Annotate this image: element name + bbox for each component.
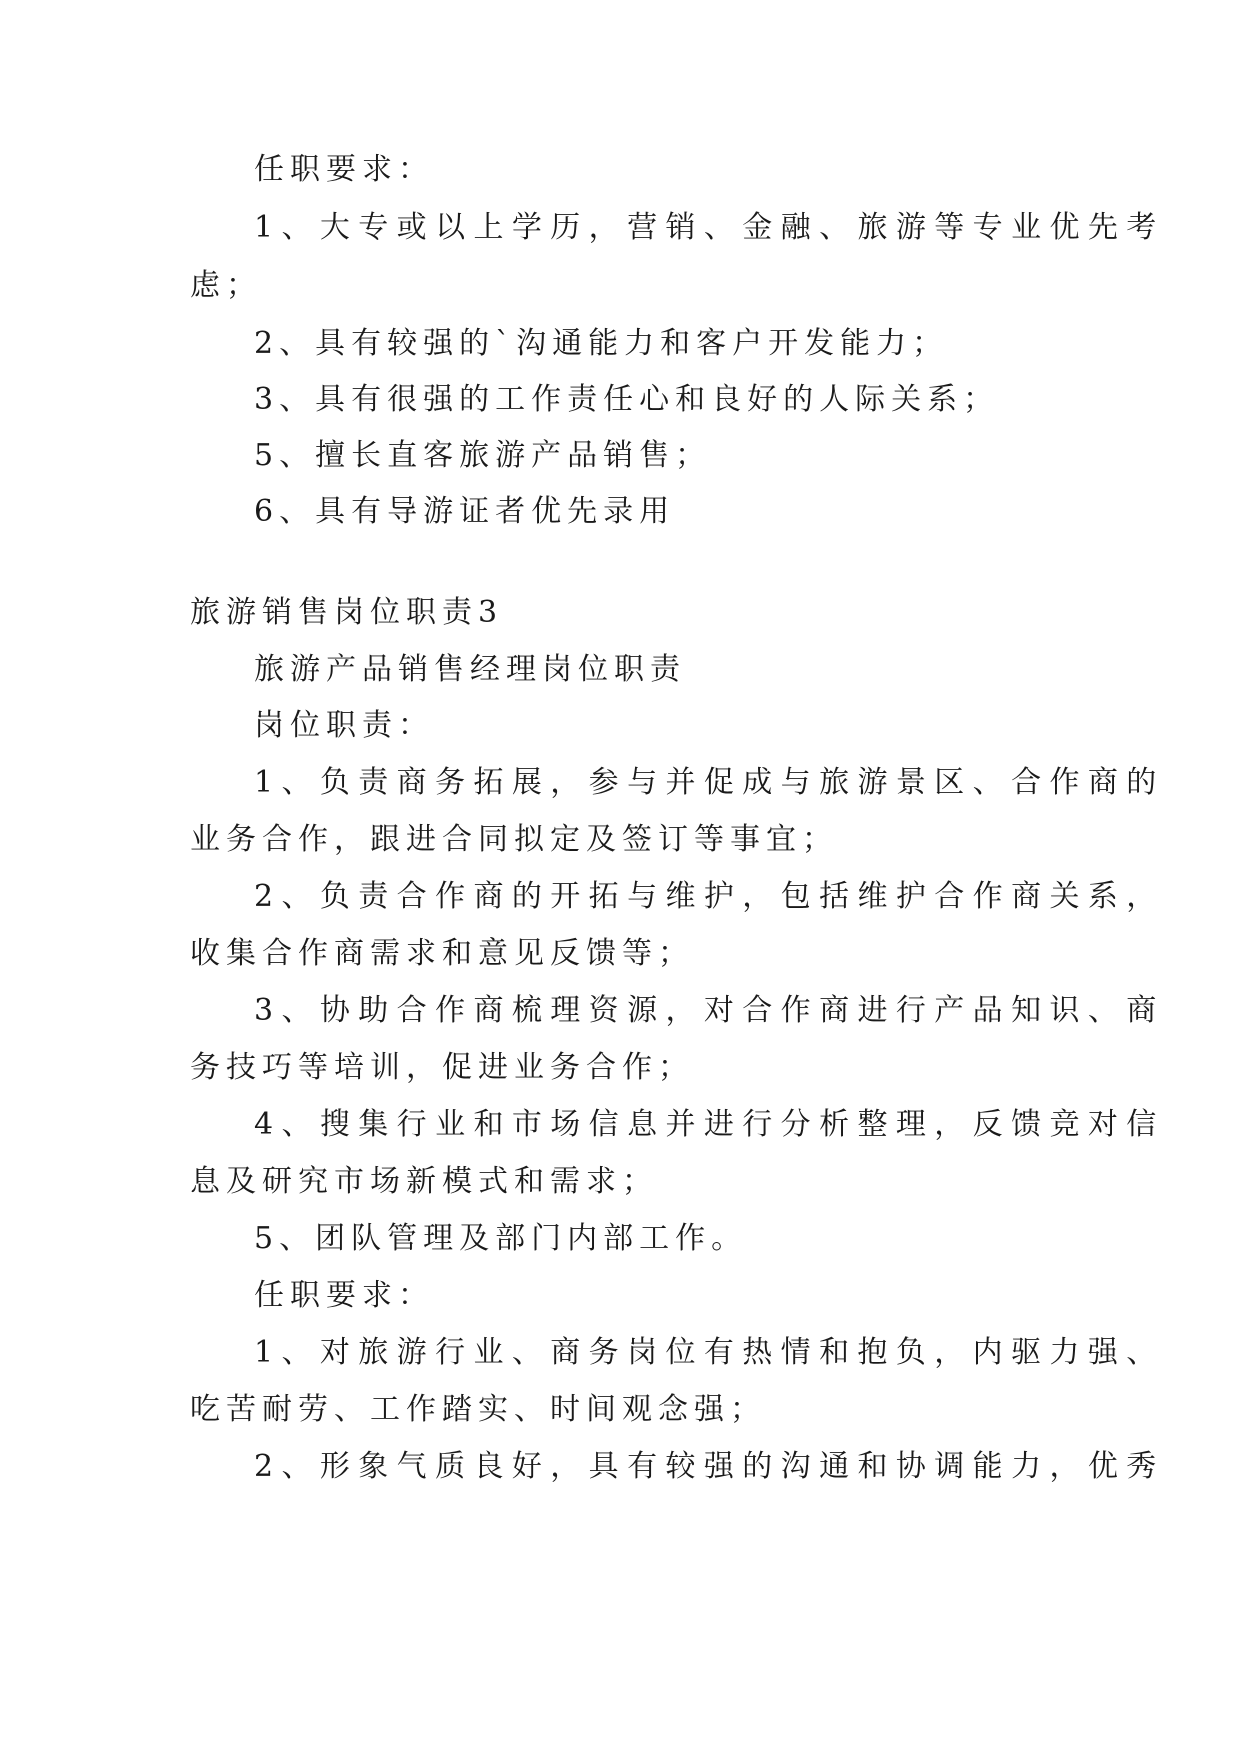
requirements-heading-2: 任职要求： [254,1278,434,1313]
requirements-heading: 任职要求： [254,152,434,187]
requirement-item-3: 3、具有很强的工作责任心和良好的人际关系； [254,382,1000,417]
requirement-item-1: 1、大专或以上学历，营销、金融、旅游等专业优先考 [254,210,1165,245]
duty-item-1: 1、负责商务拓展，参与并促成与旅游景区、合作商的 [254,765,1165,800]
requirement-item-2: 2、具有较强的`沟通能力和客户开发能力； [254,326,949,361]
duty-item-1-cont: 业务合作，跟进合同拟定及签订等事宜； [190,822,838,857]
requirement-item-6: 6、具有导游证者优先录用 [254,494,676,529]
requirement-item-5: 5、擅长直客旅游产品销售； [254,438,712,473]
duties-heading: 岗位职责： [254,708,434,743]
duty-item-2-cont: 收集合作商需求和意见反馈等； [190,936,694,971]
subsection-title: 旅游产品销售经理岗位职责 [254,652,686,687]
duty-item-3: 3、协助合作商梳理资源，对合作商进行产品知识、商 [254,993,1165,1028]
requirement-2-item-1-cont: 吃苦耐劳、工作踏实、时间观念强； [190,1392,766,1427]
section-title: 旅游销售岗位职责3 [190,595,504,630]
requirement-2-item-1: 1、对旅游行业、商务岗位有热情和抱负，内驱力强、 [254,1335,1165,1370]
duty-item-3-cont: 务技巧等培训，促进业务合作； [190,1050,694,1085]
duty-item-4: 4、搜集行业和市场信息并进行分析整理，反馈竞对信 [254,1107,1165,1142]
requirement-2-item-2: 2、形象气质良好，具有较强的沟通和协调能力，优秀 [254,1449,1165,1484]
duty-item-2: 2、负责合作商的开拓与维护，包括维护合作商关系， [254,879,1165,914]
requirement-item-1-cont: 虑； [190,268,262,303]
duty-item-4-cont: 息及研究市场新模式和需求； [190,1164,658,1199]
duty-item-5: 5、团队管理及部门内部工作。 [254,1221,748,1256]
